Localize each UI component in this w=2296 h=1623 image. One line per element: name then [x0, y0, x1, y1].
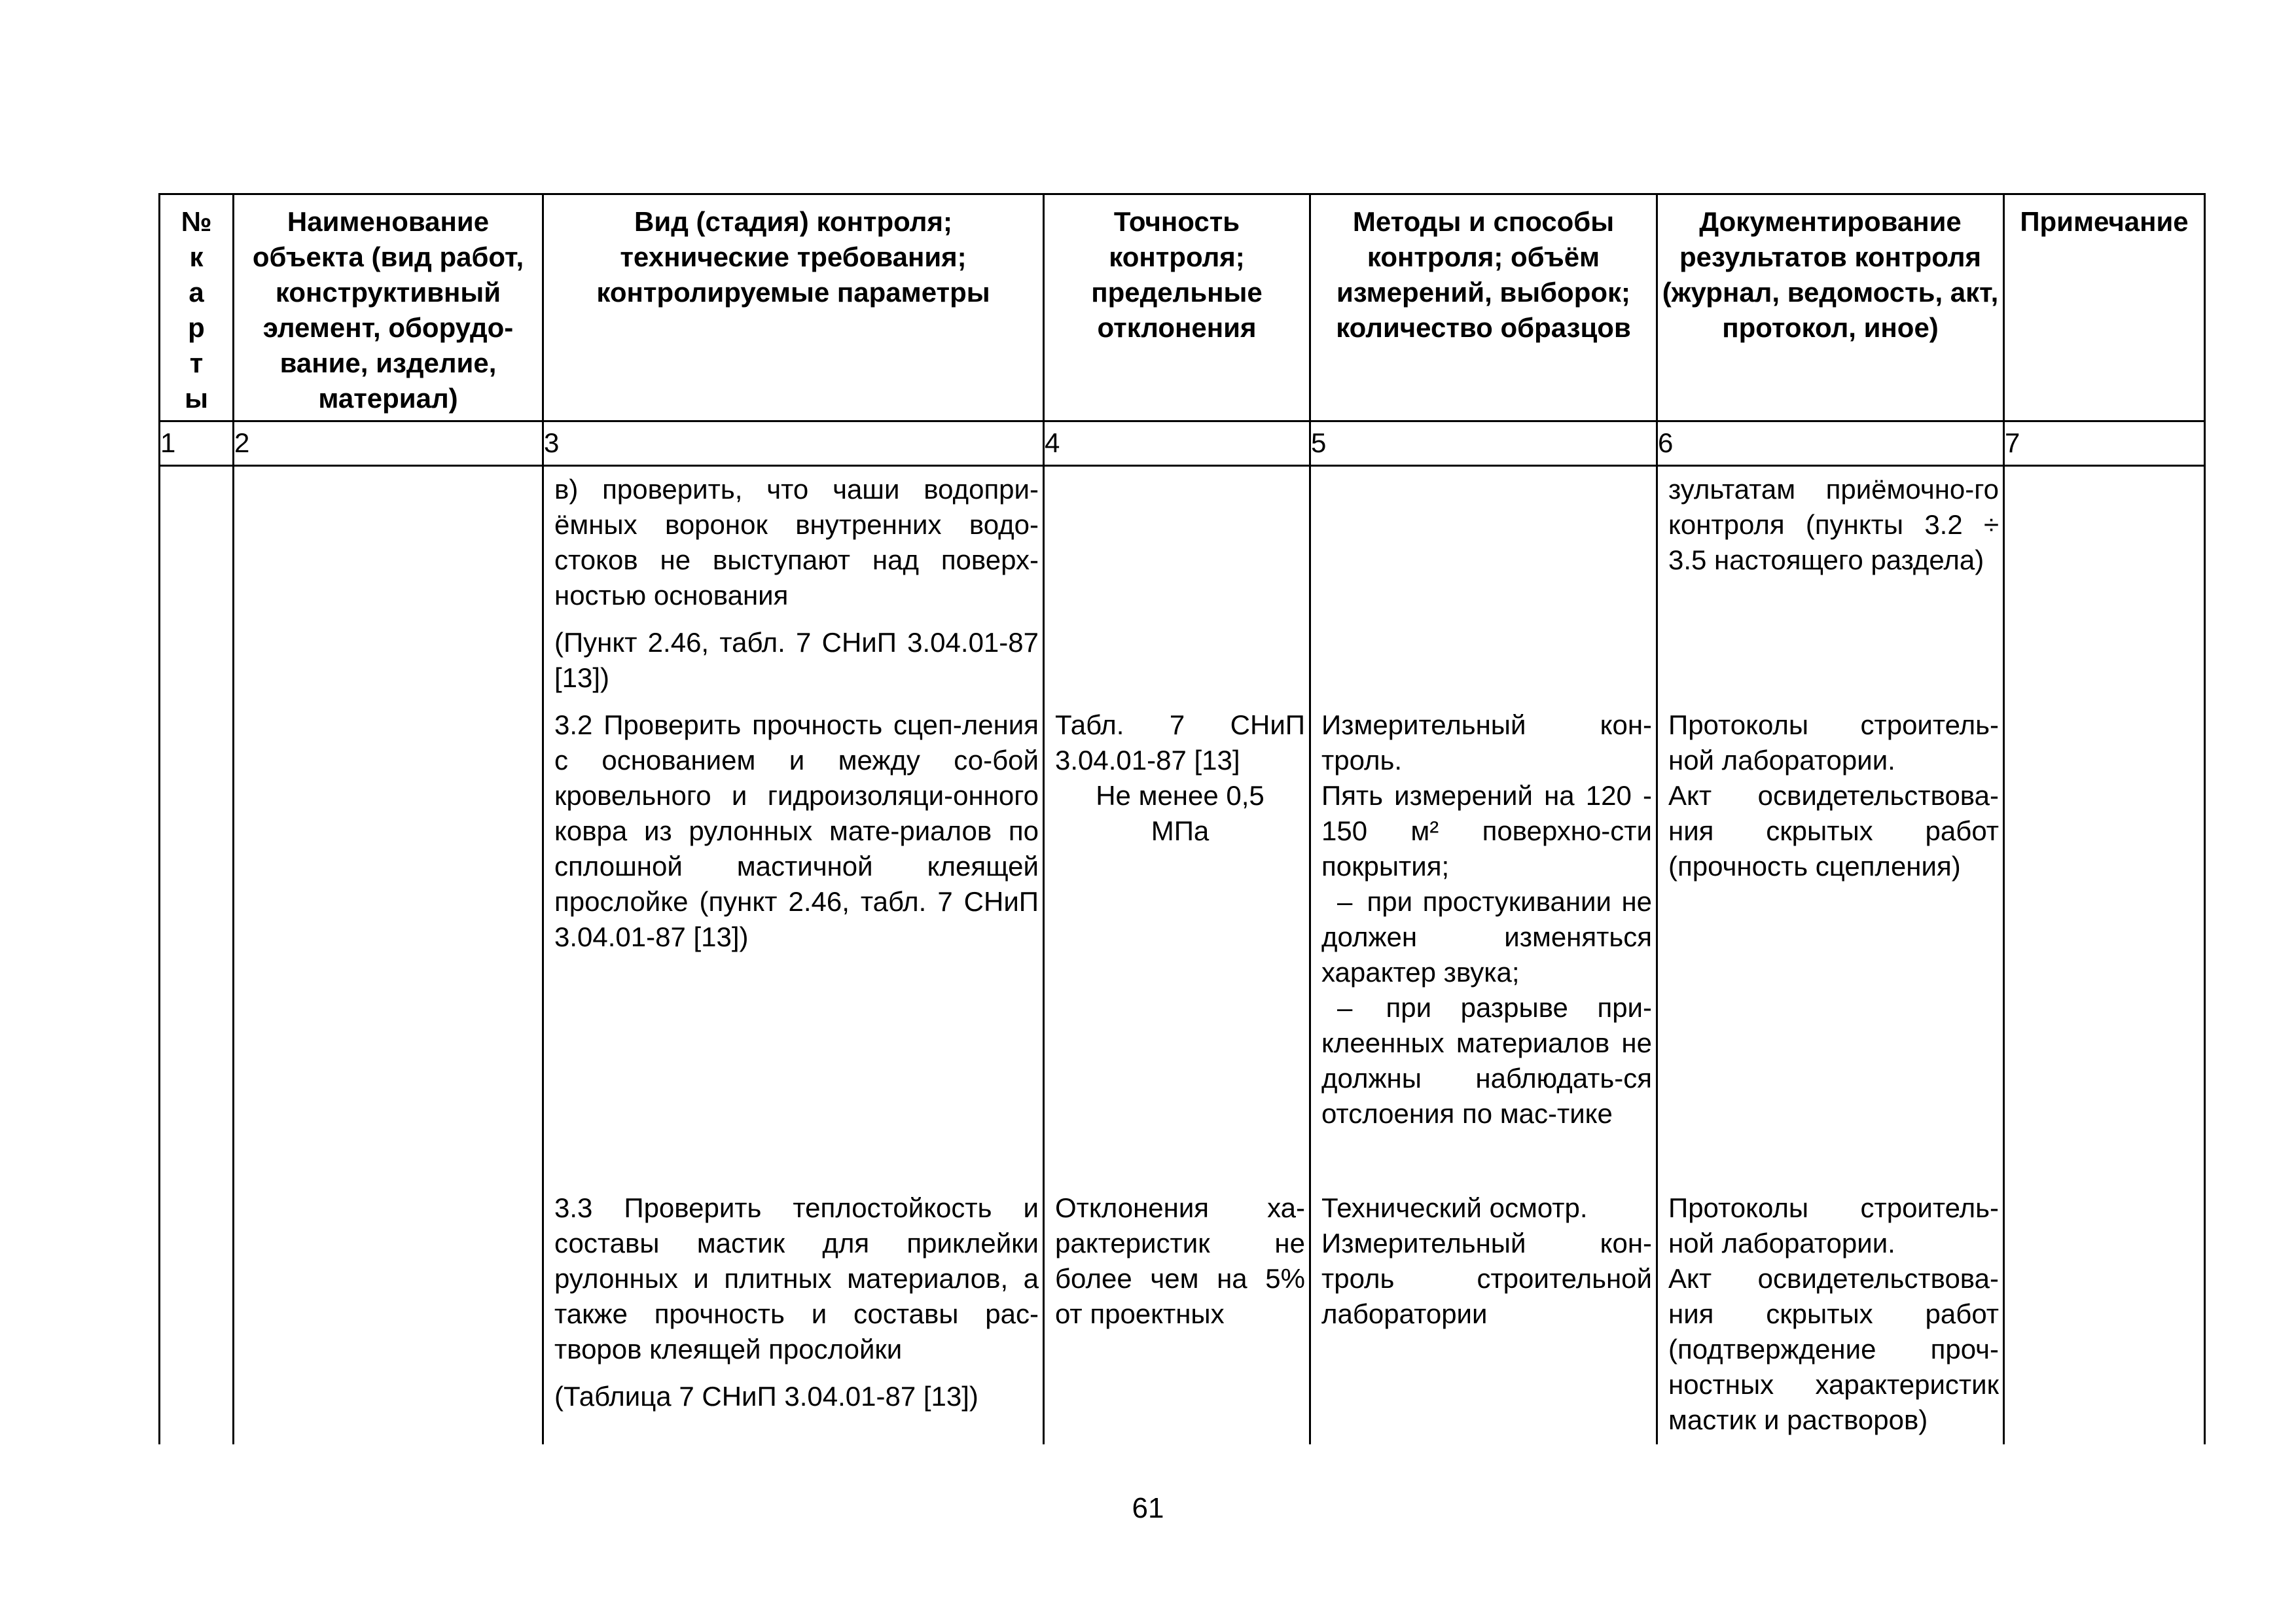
header-documentation: Документирование результатов контроля (журнал, ведомость, акт, протокол, иное) — [1657, 194, 2004, 421]
column-number: 3 — [543, 421, 1044, 466]
header-control-type: Вид (стадия) контроля; технические требования; контролируемые параметры — [543, 194, 1044, 421]
method-text: – при простукивании не должен изменяться характер звука; — [1321, 884, 1652, 990]
requirement-reference: (Пункт 2.46, табл. 7 СНиП 3.04.01-87 [13]) — [554, 627, 1039, 693]
control-type-cell — [543, 1185, 1044, 1444]
column-number-row — [160, 421, 2205, 466]
methods-cell — [1310, 702, 1657, 1185]
documentation-cell — [1657, 466, 2004, 703]
dash-marker: – — [1337, 886, 1353, 917]
method-text: Технический осмотр. — [1321, 1192, 1588, 1223]
control-table — [158, 193, 2206, 1444]
documentation-text: Акт освидетельствова-ния скрытых работ (прочность сцепления) — [1668, 780, 1999, 882]
object-name-cell — [234, 1185, 543, 1444]
dash-marker: – — [1337, 992, 1353, 1023]
note-cell — [2004, 1185, 2205, 1444]
header-accuracy: Точность контроля; предельные отклонения — [1044, 194, 1310, 421]
column-number: 5 — [1310, 421, 1657, 466]
column-number: 7 — [2004, 421, 2205, 466]
accuracy-cell — [1044, 1185, 1310, 1444]
control-type-cell — [543, 466, 1044, 703]
object-name-cell — [234, 466, 543, 703]
requirement-reference: (Таблица 7 СНиП 3.04.01-87 [13]) — [554, 1381, 978, 1412]
object-name-cell — [234, 702, 543, 1185]
header-note: Примечание — [2004, 194, 2205, 421]
card-number-cell — [160, 466, 234, 703]
column-number: 1 — [160, 421, 234, 466]
documentation-cell — [1657, 702, 2004, 1185]
accuracy-text: Отклонения ха-рактеристик не более чем на 5% от проектных — [1055, 1192, 1305, 1329]
note-cell — [2004, 702, 2205, 1185]
methods-cell — [1310, 1185, 1657, 1444]
card-number-cell — [160, 1185, 234, 1444]
header-object-name: Наименование объекта (вид работ, конструктивный элемент, оборудо-вание, изделие, материал) — [234, 194, 543, 421]
table-row — [160, 702, 2205, 1185]
method-text: Измерительный кон-троль строительной лаборатории — [1321, 1228, 1652, 1329]
header-methods: Методы и способы контроля; объём измерений, выборок; количество образцов — [1310, 194, 1657, 421]
control-type-cell — [543, 702, 1044, 1185]
column-number: 6 — [1657, 421, 2004, 466]
method-text: Измерительный кон-троль. — [1321, 709, 1652, 776]
accuracy-cell — [1044, 702, 1310, 1185]
documentation-text: Акт освидетельствова-ния скрытых работ (подтверждение проч-ностных характеристик мастик и растворов) — [1668, 1263, 1999, 1435]
accuracy-limit: Не менее 0,5 МПа — [1096, 780, 1265, 846]
method-text: Пять измерений на 120 - 150 м² поверхно-сти покрытия; — [1321, 780, 1652, 882]
method-text: – при разрыве при-клеенных материалов не должны наблюдать-ся отслоения по мас-тике — [1321, 990, 1652, 1132]
documentation-text: зультатам приёмочно-го контроля (пункты 3.2 ÷ 3.5 настоящего раздела) — [1668, 474, 1999, 575]
card-number-cell — [160, 702, 234, 1185]
page-number: 61 — [1132, 1492, 1164, 1524]
control-card-sheet — [158, 193, 2204, 1444]
header-row — [160, 194, 2205, 421]
requirement-text: 3.3 Проверить теплостойкость и составы мастик для приклейки рулонных и плитных материалов, а также прочность и составы рас-творов клеящей прослойки — [554, 1192, 1039, 1364]
table-row — [160, 1185, 2205, 1444]
accuracy-reference: Табл. 7 СНиП 3.04.01-87 [13] — [1055, 709, 1305, 776]
requirement-text: 3.2 Проверить прочность сцеп-ления с основанием и между со-бой кровельного и гидроизоляци-онного ковра из рулонных мате-риалов по сплошной мастичной клеящей прослойке (пункт 2.46, табл. 7 СНиП 3.04.01-87 [13]) — [554, 709, 1039, 952]
table-row — [160, 466, 2205, 703]
requirement-text: в) проверить, что чаши водопри-ёмных воронок внутренних водо-стоков не выступают над поверх-ностью основания — [554, 474, 1039, 611]
column-number: 2 — [234, 421, 543, 466]
column-number: 4 — [1044, 421, 1310, 466]
header-card-number: № к а р т ы — [160, 194, 234, 421]
documentation-text: Протоколы строитель-ной лаборатории. — [1668, 709, 1999, 776]
documentation-cell — [1657, 1185, 2004, 1444]
methods-cell — [1310, 466, 1657, 703]
documentation-text: Протоколы строитель-ной лаборатории. — [1668, 1192, 1999, 1258]
accuracy-cell — [1044, 466, 1310, 703]
note-cell — [2004, 466, 2205, 703]
